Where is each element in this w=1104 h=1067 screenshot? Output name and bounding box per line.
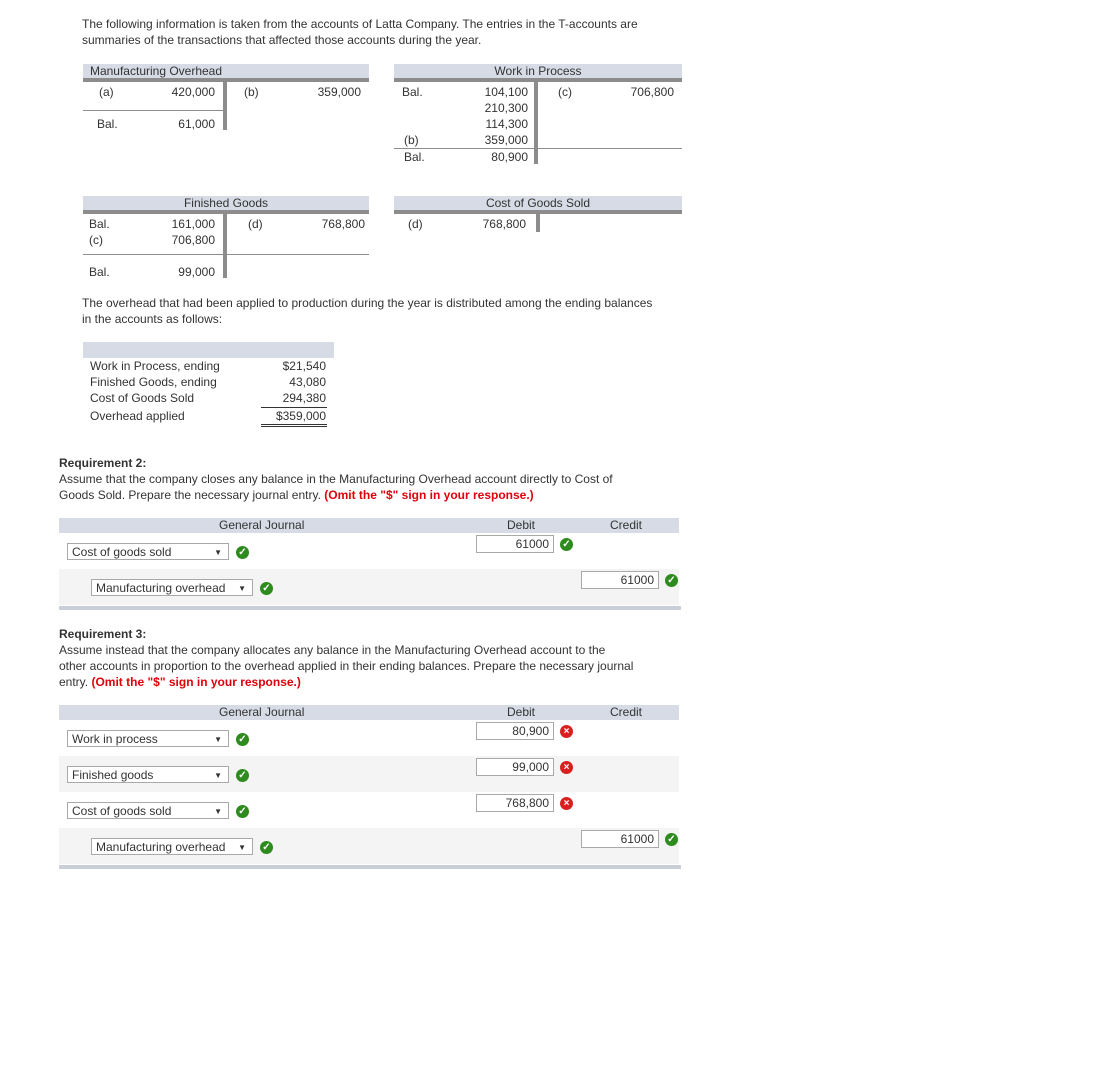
entry-value: 706,800 [630,85,674,99]
requirement-3-line-1: Assume instead that the company allocates any balance in the Manufacturing Overhead account to the [59,643,606,657]
balance-label: Bal. [89,217,110,231]
requirement-2-line-1: Assume that the company closes any balance in the Manufacturing Overhead account directly to Cost of [59,472,613,486]
t-account-divider [536,210,540,232]
debit-input-value: 80,900 [512,724,549,738]
debit-input[interactable] [476,722,554,740]
entry-value: 161,000 [171,217,215,231]
header-debit: Debit [507,705,536,719]
entry-value: 706,800 [171,233,215,247]
row-value: $21,540 [282,359,326,373]
distribution-line-1: The overhead that had been applied to production during the year is distributed among the ending balances [82,296,653,310]
requirement-2-text [59,455,613,503]
account-select[interactable] [67,802,229,819]
entry-label: (c) [89,233,103,247]
total-rule-1 [261,424,327,425]
entry-value: 114,300 [485,117,528,131]
journal-table-req2 [59,518,681,610]
requirement-2-line-2-text: Goods Sold. Prepare the necessary journal entry. [59,488,325,502]
dropdown-arrow-icon: ▼ [214,735,222,744]
journal-row [59,569,679,605]
check-circle-icon: ✓ [260,841,273,854]
journal-row [59,533,679,569]
t-account-manufacturing-overhead [83,64,369,144]
t-account-finished-goods [83,196,369,284]
t-account-cost-of-goods-sold [394,196,682,236]
entry-value: 359,000 [484,133,528,147]
entry-value: 768,800 [482,217,526,231]
omit-dollar-instruction: (Omit the "$" sign in your response.) [324,488,534,502]
x-circle-icon: × [560,797,573,810]
check-circle-icon: ✓ [236,805,249,818]
distribution-line-2: in the accounts as follows: [82,312,223,326]
entry-label: (b) [404,133,419,147]
x-circle-icon: × [560,761,573,774]
check-circle-icon: ✓ [665,833,678,846]
entry-value: 210,300 [484,101,528,115]
balance-label: Bal. [97,117,118,131]
dropdown-arrow-icon: ▼ [214,771,222,780]
journal-footer-bar [59,865,681,869]
account-select-value: Manufacturing overhead [96,581,226,595]
t-account-title: Finished Goods [83,196,369,210]
total-rule-2 [261,426,327,427]
credit-input-value: 61000 [620,573,654,587]
t-account-title: Cost of Goods Sold [394,196,682,210]
requirement-3-text [59,626,633,690]
header-credit: Credit [610,705,643,719]
debit-input[interactable] [476,535,554,553]
overhead-distribution-table [83,342,334,430]
debit-input-value: 61000 [515,537,549,551]
intro-line-1: The following information is taken from the accounts of Latta Company. The entries in the T-accounts are [82,17,638,31]
t-account-divider [223,78,227,130]
entry-label: (b) [244,85,259,99]
row-value: 43,080 [289,375,326,389]
check-circle-icon: ✓ [665,574,678,587]
header-credit: Credit [610,518,643,532]
entry-label: (a) [99,85,114,99]
entry-value: 768,800 [321,217,365,231]
omit-dollar-instruction: (Omit the "$" sign in your response.) [91,675,301,689]
debit-input-value: 99,000 [512,760,549,774]
journal-row [59,720,679,756]
journal-header [59,705,679,720]
row-value: 294,380 [282,391,326,405]
account-select-value: Work in process [72,732,158,746]
debit-input[interactable] [476,758,554,776]
row-value: $359,000 [275,409,326,423]
intro-text [82,16,638,48]
journal-header [59,518,679,533]
t-account-divider [534,78,538,164]
row-label: Work in Process, ending [90,359,220,373]
entry-value: 359,000 [317,85,361,99]
account-select-value: Finished goods [72,768,154,782]
account-select[interactable] [67,766,229,783]
requirement-3-line-3-text: entry. [59,675,92,689]
x-circle-icon: × [560,725,573,738]
dropdown-arrow-icon: ▼ [238,843,246,852]
requirement-3-title: Requirement 3: [59,627,147,641]
dropdown-arrow-icon: ▼ [238,584,246,593]
credit-input[interactable] [581,571,659,589]
check-circle-icon: ✓ [236,769,249,782]
entry-value: 420,000 [171,85,215,99]
account-select[interactable] [91,579,253,596]
requirement-3-line-2: other accounts in proportion to the overhead applied in their ending balances. Prepare the necessary journal [59,659,634,673]
debit-input-value: 768,800 [505,796,549,810]
check-circle-icon: ✓ [236,546,249,559]
row-label: Overhead applied [90,409,185,423]
requirement-2-line-2 [59,487,613,503]
header-general-journal: General Journal [219,705,305,719]
table-body [83,358,334,430]
journal-row [59,756,679,792]
account-select[interactable] [67,730,229,747]
dropdown-arrow-icon: ▼ [214,548,222,557]
journal-row [59,792,679,828]
row-label: Finished Goods, ending [90,375,217,389]
account-select[interactable] [91,838,253,855]
entry-label: (c) [558,85,572,99]
credit-input-value: 61000 [620,832,654,846]
entry-label: (d) [248,217,263,231]
header-general-journal: General Journal [219,518,305,532]
table-header [83,342,334,358]
t-account-balance-line [394,148,682,149]
check-circle-icon: ✓ [236,733,249,746]
t-account-divider [223,210,227,278]
entry-value: 104,100 [484,85,528,99]
check-circle-icon: ✓ [560,538,573,551]
requirement-3-line-3 [59,674,633,690]
balance-value: 99,000 [178,265,215,279]
t-account-title: Work in Process [394,64,682,78]
t-account-balance-line [83,110,223,111]
t-account-balance-line [83,254,369,255]
debit-input[interactable] [476,794,554,812]
entry-label: (d) [408,217,423,231]
balance-label: Bal. [402,85,423,99]
journal-table-req3 [59,705,681,871]
credit-input[interactable] [581,830,659,848]
t-account-title: Manufacturing Overhead [83,64,369,78]
t-account-bar [394,78,682,82]
balance-value: 61,000 [178,117,215,131]
account-select-value: Manufacturing overhead [96,840,226,854]
balance-value: 80,900 [491,150,528,164]
journal-row [59,828,679,864]
account-select-value: Cost of goods sold [72,804,172,818]
check-circle-icon: ✓ [260,582,273,595]
balance-label: Bal. [89,265,110,279]
account-select-value: Cost of goods sold [72,545,172,559]
requirement-2-title: Requirement 2: [59,456,147,470]
account-select[interactable] [67,543,229,560]
t-account-work-in-process [394,64,682,168]
header-debit: Debit [507,518,536,532]
dropdown-arrow-icon: ▼ [214,807,222,816]
balance-label: Bal. [404,150,425,164]
row-label: Cost of Goods Sold [90,391,195,405]
journal-footer-bar [59,606,681,610]
intro-line-2: summaries of the transactions that affected those accounts during the year. [82,33,482,47]
distribution-text [82,295,652,327]
